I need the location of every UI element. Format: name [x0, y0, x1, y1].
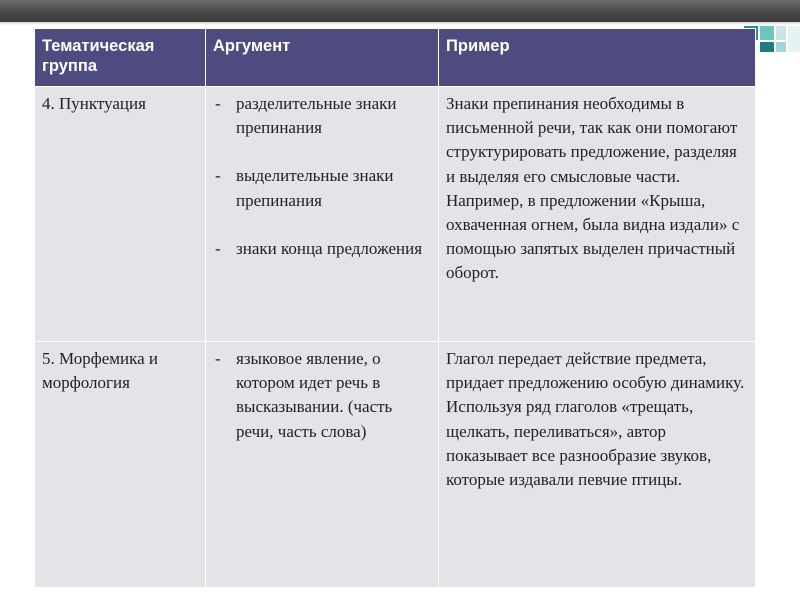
list-item: [213, 237, 432, 261]
argument-list: [213, 347, 432, 444]
comparison-table: [34, 28, 756, 588]
cell-group: 5. Морфемика и морфология: [35, 342, 206, 588]
list-item: [213, 347, 432, 444]
list-item: [213, 92, 432, 140]
top-bar-shadow: [0, 22, 800, 25]
cell-arguments: [206, 342, 439, 588]
dash-bullet: -: [215, 238, 221, 258]
header-argument: Аргумент: [206, 29, 439, 87]
argument-text: выделительные знаки препинания: [236, 166, 394, 210]
cell-example: Знаки препинания необходимы в письменной речи, так как они помогают структурировать предложение, разделяя и выделяя его смысловые части. Например, в предложении «Крыша, охваченная огнем, была видна издали» с помощью запятых выделен причастный оборот.: [439, 87, 756, 342]
dash-bullet: -: [215, 94, 221, 113]
argument-text: знаки конца предложения: [236, 238, 423, 258]
header-group: Тематическая группа: [35, 29, 206, 87]
argument-text: разделительные знаки препинания: [236, 94, 397, 138]
cell-example: Глагол передает действие предмета, придает предложению особую динамику. Используя ряд глаголов «трещать, щелкать, переливаться», автор показывает все разнообразие звуков, которые издавали певчие птицы.: [439, 342, 756, 588]
dash-bullet: -: [215, 349, 221, 368]
table-row: [35, 342, 756, 588]
header-example: Пример: [439, 29, 756, 87]
table-row: [35, 87, 756, 342]
cell-group: 4. Пунктуация: [35, 87, 206, 342]
cell-arguments: [206, 87, 439, 342]
dash-bullet: -: [215, 166, 221, 186]
list-item: [213, 164, 432, 212]
argument-list: [213, 92, 432, 261]
table-header-row: [35, 29, 756, 87]
argument-text: языковое явление, о котором идет речь в высказывании. (часть речи, часть слова): [236, 349, 393, 441]
top-bar: [0, 0, 800, 22]
